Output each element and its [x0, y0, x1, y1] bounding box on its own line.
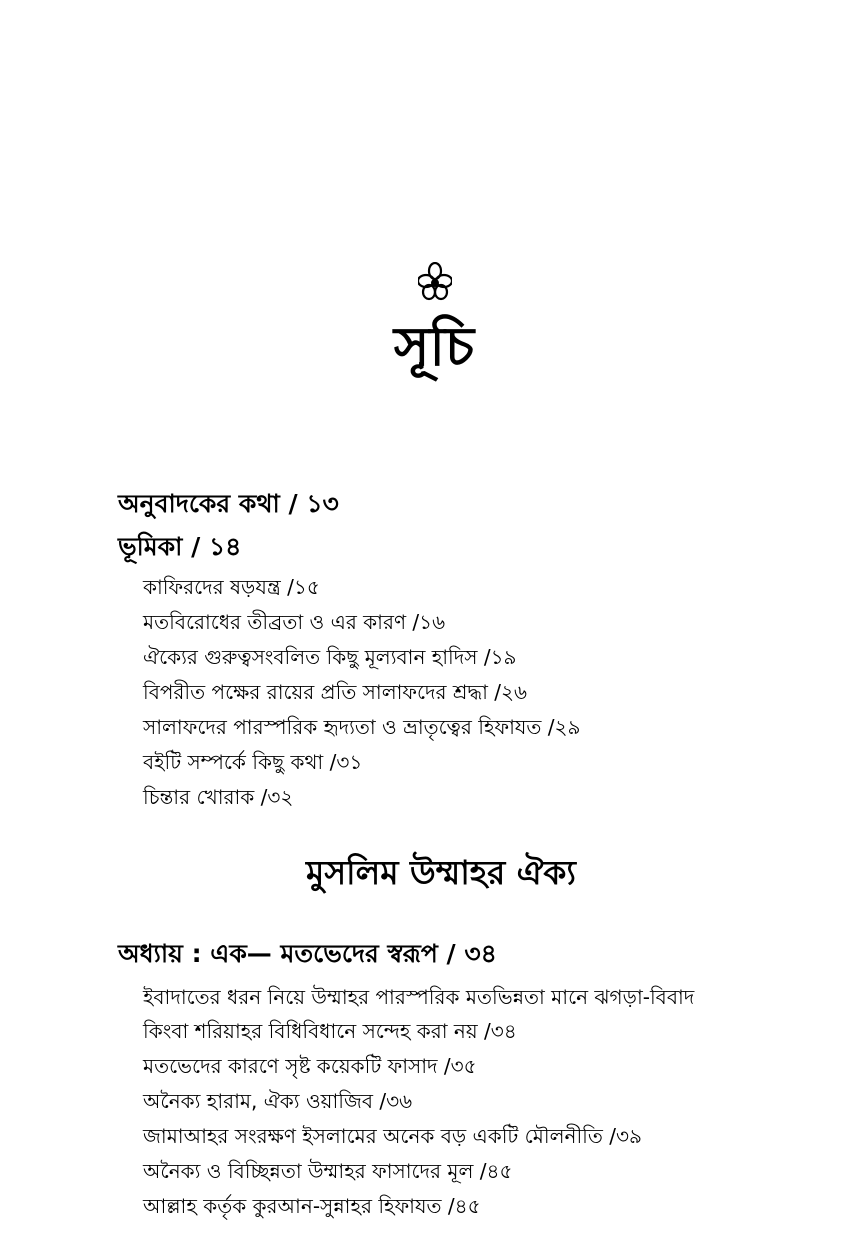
toc-heading-translator-note[interactable]: অনুবাদকের কথা / ১৩	[118, 489, 339, 518]
toc-item[interactable]: ঐক্যের গুরুত্বসংবলিত কিছু মূল্যবান হাদিস /১৯	[143, 645, 517, 669]
toc-item[interactable]: মতবিরোধের তীব্রতা ও এর কারণ /১৬	[143, 610, 446, 634]
toc-item[interactable]: কিংবা শরিয়াহর বিধিবিধানে সন্দেহ করা নয় /৩৪	[143, 1019, 517, 1043]
toc-item[interactable]: অনৈক্য হারাম, ঐক্য ওয়াজিব /৩৬	[143, 1089, 413, 1113]
toc-item[interactable]: বইটি সম্পর্কে কিছু কথা /৩১	[143, 750, 363, 774]
toc-heading-chapter-one[interactable]: অধ্যায় : এক— মতভেদের স্বরূপ / ৩৪	[118, 939, 497, 968]
toc-item[interactable]: অনৈক্য ও বিচ্ছিন্নতা উম্মাহর ফাসাদের মূল /৪৫	[143, 1159, 513, 1183]
section-title: মুসলিম উম্মাহর ঐক্য	[306, 853, 576, 892]
toc-item[interactable]: বিপরীত পক্ষের রায়ের প্রতি সালাফদের শ্রদ্ধা /২৬	[143, 680, 528, 704]
toc-item[interactable]: ইবাদাতের ধরন নিয়ে উম্মাহর পারস্পরিক মতভিন্নতা মানে ঝগড়া-বিবাদ	[143, 985, 695, 1009]
toc-item[interactable]: সালাফদের পারস্পরিক হৃদ্যতা ও ভ্রাতৃত্বের হিফাযত /২৯	[143, 715, 581, 739]
page-title: সূচি	[393, 315, 475, 378]
toc-item[interactable]: চিন্তার খোরাক /৩২	[143, 785, 294, 809]
toc-heading-preface[interactable]: ভূমিকা / ১৪	[118, 532, 242, 561]
toc-item[interactable]: মতভেদের কারণে সৃষ্ট কয়েকটি ফাসাদ /৩৫	[143, 1054, 477, 1078]
toc-item[interactable]: কাফিরদের ষড়যন্ত্র /১৫	[143, 575, 320, 599]
toc-item[interactable]: আল্লাহ কর্তৃক কুরআন-সুন্নাহর হিফাযত /৪৫	[143, 1194, 481, 1218]
flower-ornament-icon	[418, 262, 452, 302]
toc-item[interactable]: জামাআহর সংরক্ষণ ইসলামের অনেক বড় একটি মৌলনীতি /৩৯	[143, 1124, 642, 1148]
